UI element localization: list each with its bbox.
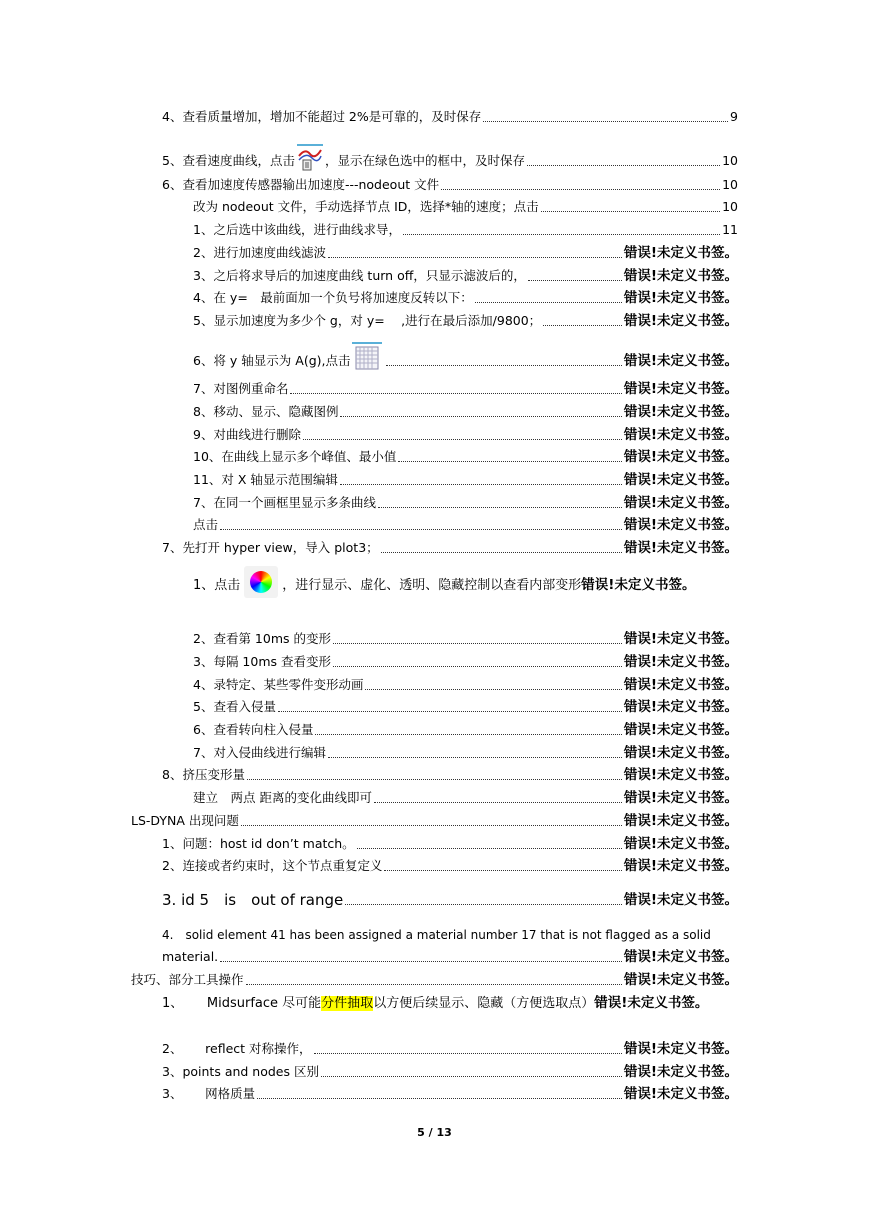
toc-page: 9 [730,109,738,124]
dot-leader [303,437,622,440]
dot-leader [441,187,720,190]
dot-leader [386,363,621,366]
toc-entry[interactable] [193,242,738,264]
toc-text: 3、points and nodes 区别 [162,1064,319,1079]
chart-icon[interactable] [297,144,323,172]
dot-leader [333,641,622,644]
toc-entry[interactable] [162,946,738,968]
toc-entry[interactable] [193,719,738,741]
toc-entry[interactable] [162,106,738,128]
toc-error: 错误!未定义书签。 [623,654,738,670]
toc-entry-wrapped[interactable] [162,991,738,1016]
toc-entry[interactable] [193,514,738,536]
toc-entry[interactable] [162,833,738,855]
toc-entry[interactable] [193,401,738,423]
toc-error: 错误!未定义书签。 [623,290,738,306]
toc-error: 错误!未定义书签。 [623,540,738,556]
dot-leader [290,391,621,394]
toc-entry[interactable] [193,469,738,491]
toc-entry[interactable] [193,492,738,514]
toc-entry[interactable] [193,265,738,287]
toc-text: 1、问题：host id don’t match。 [162,836,355,851]
toc-error: 错误!未定义书签。 [623,631,738,647]
dot-leader [314,1051,622,1054]
toc-text: 2、查看第 10ms 的变形 [193,631,331,646]
toc-error: 错误!未定义书签。 [623,449,738,465]
toc-text: 8、挤压变形量 [162,767,245,782]
toc-entry[interactable] [162,1038,738,1060]
toc-error: 错误!未定义书签。 [623,677,738,693]
dot-leader [374,800,622,803]
toc-error: 错误!未定义书签。 [623,722,738,738]
dot-leader [328,255,622,258]
toc-text: 5、查看入侵量 [193,699,276,714]
toc-error: 错误!未定义书签。 [623,813,738,829]
toc-entry[interactable] [162,150,738,172]
toc-error: 错误!未定义书签。 [623,1064,738,1080]
toc-error: 错误!未定义书签。 [623,858,738,874]
dot-leader [357,846,622,849]
dot-leader [398,459,621,462]
toc-error: 错误!未定义书签。 [623,517,738,533]
highlight-text: 分件抽取 [321,996,374,1011]
toc-error: 错误!未定义书签。 [623,353,738,369]
page-number: 5 / 13 [417,1126,452,1139]
dot-leader [257,1096,622,1099]
toc-entry[interactable] [193,310,738,332]
dot-leader [381,550,622,553]
dot-leader [340,482,622,485]
dot-leader [345,902,622,905]
toc-entry[interactable] [193,787,738,809]
toc-error: 错误!未定义书签。 [623,495,738,511]
dot-leader [384,868,621,871]
toc-entry[interactable] [193,742,738,764]
dot-leader [340,414,621,417]
toc-text: 2、进行加速度曲线滤波 [193,245,326,260]
toc-entry[interactable] [193,696,738,718]
toc-text: 4. solid element 41 has been assigned a material number 17 that is not flagged as a solid [162,928,711,942]
toc-entry[interactable] [131,969,738,991]
toc-page: 10 [722,153,738,168]
toc-text: 建立 两点 距离的变化曲线即可 [193,790,372,805]
toc-text: 9、对曲线进行删除 [193,427,301,442]
dot-leader [247,777,622,780]
toc-entry[interactable] [162,1083,738,1105]
dot-leader [220,959,622,962]
toc-text: 11、对 X 轴显示范围编辑 [193,472,338,487]
toc-text: 8、移动、显示、隐藏图例 [193,404,339,419]
toc-text: 5、显示加速度为多少个 g，对 y= ,进行在最后添加/9800； [193,313,542,328]
toc-entry[interactable] [162,174,738,196]
toc-error: 错误!未定义书签。 [594,995,709,1011]
toc-error: 错误!未定义书签。 [623,949,738,965]
toc-text-cont: ，进行显示、虚化、透明、隐藏控制以查看内部变形 [282,578,582,593]
grid-icon[interactable] [352,342,382,372]
dot-leader [241,823,622,826]
toc-text: 5、查看速度曲线，点击 [162,153,295,168]
toc-text: 7、对图例重命名 [193,381,289,396]
toc-error: 错误!未定义书签。 [623,699,738,715]
dot-leader [246,982,622,985]
toc-text: 2、 reflect 对称操作， [162,1041,312,1056]
toc-text: 7、先打开 hyper view，导入 plot3； [162,540,379,555]
toc-text: 4、在 y= 最前面加一个负号将加速度反转以下： [193,290,473,305]
dot-leader [378,505,622,508]
toc-page: 10 [722,199,738,214]
dot-leader [403,232,720,235]
toc-error: 错误!未定义书签。 [623,790,738,806]
toc-entry[interactable] [193,651,738,673]
toc-error: 错误!未定义书签。 [623,404,738,420]
dot-leader [278,709,622,712]
toc-entry[interactable] [193,219,738,241]
toc-error: 错误!未定义书签。 [623,427,738,443]
toc-text: 10、在曲线上显示多个峰值、最小值 [193,449,397,464]
dot-leader [220,527,622,530]
dot-leader [365,687,621,690]
toc-entry[interactable] [193,674,738,696]
toc-entry[interactable] [162,537,738,559]
toc-error: 错误!未定义书签。 [623,313,738,329]
toc-text: 3、之后将求导后的加速度曲线 turn off，只显示滤波后的， [193,268,526,283]
toc-page: 10 [722,177,738,192]
toc-text: 3、 网格质量 [162,1086,256,1101]
toc-error: 错误!未定义书签。 [623,836,738,852]
toc-entry-line1[interactable] [162,924,738,946]
toc-text: 技巧、部分工具操作 [131,972,244,987]
toc-text: LS-DYNA 出现问题 [131,813,239,828]
toc-text: 1、之后选中该曲线，进行曲线求导， [193,222,401,237]
toc-error: 错误!未定义书签。 [623,245,738,261]
toc-entry[interactable] [193,424,738,446]
toc-error: 错误!未定义书签。 [623,472,738,488]
toc-text: 点击 [193,517,219,532]
toc-entry[interactable] [193,378,738,400]
toc-entry[interactable] [162,889,738,911]
toc-error: 错误!未定义书签。 [623,1086,738,1102]
toc-error: 错误!未定义书签。 [623,972,738,988]
dot-leader [528,278,622,281]
toc-error: 错误!未定义书签。 [581,577,696,593]
dot-leader [541,209,720,212]
toc-text: 7、对入侵曲线进行编辑 [193,745,326,760]
toc-text: 改为 nodeout 文件，手动选择节点 ID，选择*轴的速度；点击 [193,199,539,214]
toc-error: 错误!未定义书签。 [623,268,738,284]
toc-entry[interactable] [162,1061,738,1083]
toc-text: 1、点击 [193,578,241,593]
dot-leader [483,119,728,122]
toc-error: 错误!未定义书签。 [623,1041,738,1057]
toc-text: material. [162,949,219,964]
toc-text-cont: 以方便后续显示、隐藏（方便选取点） [373,996,595,1011]
dot-leader [527,163,720,166]
toc-text: 6、查看加速度传感器输出加速度---nodeout 文件 [162,177,440,192]
dot-leader [328,755,622,758]
toc-text: 4、查看质量增加，增加不能超过 2%是可靠的，及时保存 [162,109,482,124]
dot-leader [315,732,621,735]
color-wheel-glyph [250,571,272,593]
toc-error: 错误!未定义书签。 [623,381,738,397]
toc-entry[interactable] [193,628,738,650]
color-wheel-icon[interactable] [244,566,278,598]
toc-error: 错误!未定义书签。 [623,892,738,908]
toc-text: 3、每隔 10ms 查看变形 [193,654,331,669]
toc-entry[interactable] [162,764,738,786]
dot-leader [321,1074,622,1077]
toc-entry[interactable] [193,196,738,218]
toc-entry[interactable] [193,287,738,309]
toc-entry-wrapped[interactable] [193,566,738,598]
toc-text: 1、 Midsurface 尽可能 [162,996,322,1011]
toc-entry[interactable] [193,446,738,468]
dot-leader [543,323,622,326]
dot-leader [475,300,622,303]
toc-error: 错误!未定义书签。 [623,745,738,761]
toc-text: 2、连接或者约束时，这个节点重复定义 [162,858,383,873]
toc-text: 3. id 5 is out of range [162,891,344,909]
dot-leader [333,664,622,667]
toc-text: 6、查看转向柱入侵量 [193,722,314,737]
toc-text: 4、录特定、某些零件变形动画 [193,677,364,692]
toc-text-cont: ，显示在绿色选中的框中，及时保存 [324,153,525,168]
toc-text: 6、将 y 轴显示为 A(g),点击 [193,353,351,368]
toc-error: 错误!未定义书签。 [623,767,738,783]
toc-entry[interactable] [193,350,738,372]
toc-text: 7、在同一个画框里显示多条曲线 [193,495,376,510]
toc-page: 11 [722,222,738,237]
toc-entry[interactable] [162,855,738,877]
toc-entry[interactable] [131,810,738,832]
